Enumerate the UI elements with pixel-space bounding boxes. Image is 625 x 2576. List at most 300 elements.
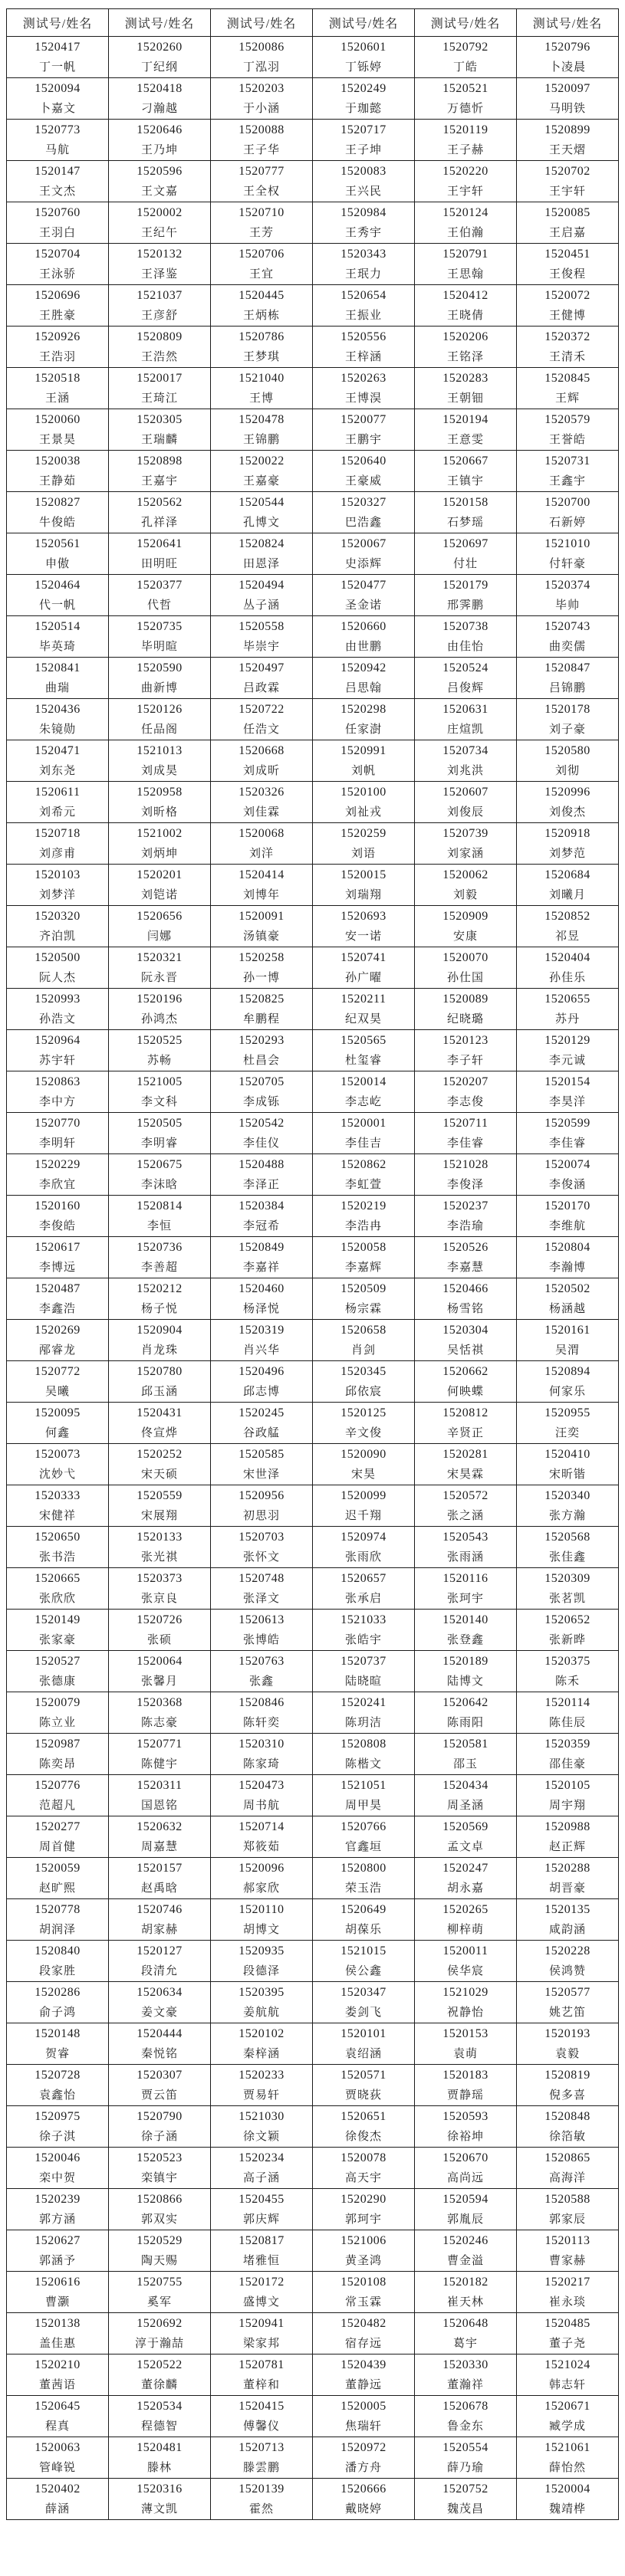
student-name: 王羽白 bbox=[38, 225, 76, 239]
table-row bbox=[7, 202, 619, 244]
roster-cell bbox=[211, 1403, 313, 1444]
student-name: 陈志豪 bbox=[140, 1715, 178, 1729]
test-number: 1520642 bbox=[442, 1696, 488, 1709]
student-name: 程真 bbox=[44, 2419, 70, 2433]
roster-cell bbox=[7, 1361, 109, 1403]
test-number: 1520722 bbox=[238, 703, 285, 716]
table-row bbox=[7, 1278, 619, 1320]
student-name: 张佳鑫 bbox=[548, 1550, 586, 1564]
roster-cell bbox=[517, 575, 619, 616]
roster-cell bbox=[211, 2272, 313, 2313]
test-number: 1520359 bbox=[544, 1738, 590, 1751]
roster-cell bbox=[415, 368, 517, 409]
test-number: 1520955 bbox=[544, 1406, 590, 1419]
roster-cell bbox=[7, 575, 109, 616]
table-row bbox=[7, 1982, 619, 2023]
student-name: 庄煊凯 bbox=[446, 722, 484, 736]
test-number: 1520808 bbox=[340, 1738, 387, 1751]
student-name: 周首健 bbox=[38, 1839, 76, 1853]
student-name: 张博皓 bbox=[242, 1633, 280, 1646]
roster-cell bbox=[313, 2272, 415, 2313]
test-number: 1520022 bbox=[238, 454, 285, 468]
student-name: 淳于瀚喆 bbox=[134, 2336, 184, 2350]
student-name: 秦悦铭 bbox=[140, 2046, 178, 2060]
roster-cell bbox=[517, 492, 619, 533]
roster-cell bbox=[211, 699, 313, 740]
student-name: 滕林 bbox=[146, 2460, 172, 2474]
roster-cell bbox=[415, 161, 517, 202]
student-name: 陈家琦 bbox=[242, 1757, 280, 1770]
student-name: 国恩铭 bbox=[140, 1798, 178, 1812]
table-row bbox=[7, 865, 619, 906]
student-name: 张之涵 bbox=[446, 1508, 484, 1522]
student-name: 由世鹏 bbox=[344, 639, 382, 653]
roster-cell bbox=[313, 865, 415, 906]
roster-cell bbox=[313, 120, 415, 161]
roster-cell bbox=[211, 1113, 313, 1154]
student-name: 郑筱茹 bbox=[242, 1839, 280, 1853]
student-name: 王静茹 bbox=[38, 474, 76, 487]
student-name: 侯鸿赞 bbox=[548, 1964, 586, 1977]
roster-cell bbox=[211, 1278, 313, 1320]
student-name: 苏畅 bbox=[146, 1053, 172, 1067]
student-name: 吕俊辉 bbox=[446, 681, 484, 694]
roster-cell bbox=[109, 1278, 211, 1320]
table-row bbox=[7, 451, 619, 492]
test-number: 1520471 bbox=[35, 744, 81, 757]
roster-cell bbox=[517, 409, 619, 451]
student-name: 孙一博 bbox=[242, 970, 280, 984]
roster-cell bbox=[313, 989, 415, 1030]
test-number: 1520529 bbox=[137, 2234, 183, 2247]
test-number: 1520494 bbox=[238, 579, 285, 592]
table-row bbox=[7, 2065, 619, 2106]
student-name: 肖兴华 bbox=[242, 1343, 280, 1357]
student-name: 梁家邦 bbox=[242, 2336, 280, 2350]
test-number: 1520149 bbox=[35, 1613, 81, 1626]
test-number: 1520086 bbox=[238, 41, 285, 54]
student-name: 王子坤 bbox=[344, 143, 382, 156]
roster-cell bbox=[7, 1527, 109, 1568]
test-number: 1520132 bbox=[137, 248, 183, 261]
test-number: 1520972 bbox=[340, 2441, 387, 2454]
roster-cell bbox=[313, 1941, 415, 1982]
roster-table-header bbox=[7, 9, 619, 37]
test-number: 1521033 bbox=[340, 1613, 387, 1626]
student-name: 杜玺睿 bbox=[344, 1053, 382, 1067]
roster-cell bbox=[517, 533, 619, 575]
test-number: 1520521 bbox=[442, 82, 488, 95]
test-number: 1520862 bbox=[340, 1158, 387, 1171]
test-number: 1520771 bbox=[137, 1738, 183, 1751]
student-name: 郭家辰 bbox=[548, 2212, 586, 2226]
roster-cell bbox=[109, 37, 211, 78]
test-number: 1520796 bbox=[544, 41, 590, 54]
student-name: 丛子涵 bbox=[242, 598, 280, 612]
student-name: 王俊程 bbox=[548, 267, 586, 281]
roster-cell bbox=[517, 1816, 619, 1858]
test-number: 1521061 bbox=[544, 2441, 590, 2454]
test-number: 1520865 bbox=[544, 2151, 590, 2164]
test-number: 1520343 bbox=[340, 248, 387, 261]
student-name: 张家豪 bbox=[38, 1633, 76, 1646]
student-name: 刘俊辰 bbox=[446, 805, 484, 819]
roster-cell bbox=[7, 327, 109, 368]
student-name: 王乃坤 bbox=[140, 143, 178, 156]
test-number: 1520942 bbox=[340, 661, 387, 674]
roster-cell bbox=[415, 2230, 517, 2272]
student-name: 高子涵 bbox=[242, 2171, 280, 2184]
roster-cell bbox=[7, 1610, 109, 1651]
table-row bbox=[7, 823, 619, 865]
student-name: 孙仕国 bbox=[446, 970, 484, 984]
test-number: 1520847 bbox=[544, 661, 590, 674]
student-name: 胡永嘉 bbox=[446, 1881, 484, 1895]
student-name: 张书浩 bbox=[38, 1550, 76, 1564]
student-name: 王琦江 bbox=[140, 391, 178, 405]
test-number: 1520809 bbox=[137, 330, 183, 343]
student-name: 付轩豪 bbox=[548, 556, 586, 570]
student-name: 张茗凯 bbox=[548, 1591, 586, 1605]
test-number: 1520091 bbox=[238, 910, 285, 923]
test-number: 1520714 bbox=[238, 1820, 285, 1833]
test-number: 1520599 bbox=[544, 1117, 590, 1130]
roster-cell bbox=[7, 2106, 109, 2148]
test-number: 1520375 bbox=[544, 1655, 590, 1668]
roster-cell bbox=[415, 1527, 517, 1568]
student-name: 张欣欣 bbox=[38, 1591, 76, 1605]
test-number: 1520229 bbox=[35, 1158, 81, 1171]
student-name: 马航 bbox=[44, 143, 70, 156]
roster-cell bbox=[313, 2023, 415, 2065]
roster-cell bbox=[211, 37, 313, 78]
roster-cell bbox=[313, 2437, 415, 2479]
test-number: 1520247 bbox=[442, 1862, 488, 1875]
test-number: 1520252 bbox=[137, 1448, 183, 1461]
roster-cell bbox=[109, 1651, 211, 1692]
roster-cell bbox=[211, 989, 313, 1030]
table-row bbox=[7, 1030, 619, 1071]
test-number: 1520601 bbox=[340, 41, 387, 54]
test-number: 1520662 bbox=[442, 1365, 488, 1378]
roster-cell bbox=[7, 2023, 109, 2065]
test-number: 1520812 bbox=[442, 1406, 488, 1419]
student-name: 王涵 bbox=[44, 391, 70, 405]
test-number: 1520088 bbox=[238, 123, 285, 136]
student-name: 曲新博 bbox=[140, 681, 178, 694]
student-name: 李佳吉 bbox=[344, 1136, 382, 1150]
student-name: 王嘉豪 bbox=[242, 474, 280, 487]
roster-cell bbox=[415, 1734, 517, 1775]
student-name: 张登鑫 bbox=[446, 1633, 484, 1646]
test-number: 1520734 bbox=[442, 744, 488, 757]
student-name: 宋健祥 bbox=[38, 1508, 76, 1522]
test-number: 1520525 bbox=[137, 1034, 183, 1047]
test-number: 1520848 bbox=[544, 2110, 590, 2123]
roster-cell bbox=[415, 327, 517, 368]
test-number: 1520101 bbox=[340, 2027, 387, 2040]
student-name: 杨宗霖 bbox=[344, 1301, 382, 1315]
test-number: 1520404 bbox=[544, 951, 590, 964]
student-name: 徐文颖 bbox=[242, 2129, 280, 2143]
roster-cell bbox=[313, 1651, 415, 1692]
test-number: 1520410 bbox=[544, 1448, 590, 1461]
roster-cell bbox=[415, 1237, 517, 1278]
student-name: 李明轩 bbox=[38, 1136, 76, 1150]
roster-cell bbox=[313, 2354, 415, 2396]
roster-cell bbox=[7, 1734, 109, 1775]
student-name: 刘曦月 bbox=[548, 888, 586, 901]
roster-cell bbox=[7, 1651, 109, 1692]
test-number: 1520514 bbox=[35, 620, 81, 633]
roster-cell bbox=[313, 1816, 415, 1858]
roster-cell bbox=[313, 616, 415, 658]
column-header: 测试号/姓名 bbox=[517, 9, 619, 37]
table-row bbox=[7, 2230, 619, 2272]
student-name: 张雨涵 bbox=[446, 1550, 484, 1564]
roster-cell bbox=[7, 1154, 109, 1196]
test-number: 1520249 bbox=[340, 82, 387, 95]
test-number: 1520596 bbox=[137, 165, 183, 178]
test-number: 1520123 bbox=[442, 1034, 488, 1047]
roster-cell bbox=[415, 1278, 517, 1320]
test-number: 1520089 bbox=[442, 993, 488, 1006]
roster-cell bbox=[7, 492, 109, 533]
student-name: 王宇轩 bbox=[548, 184, 586, 198]
student-name: 薛乃瑜 bbox=[446, 2460, 484, 2474]
test-number: 1520311 bbox=[137, 1779, 183, 1792]
roster-cell bbox=[7, 1071, 109, 1113]
student-name: 田明旺 bbox=[140, 556, 178, 570]
roster-cell bbox=[313, 1692, 415, 1734]
roster-cell bbox=[517, 2479, 619, 2520]
student-name: 王珉力 bbox=[344, 267, 382, 281]
table-row bbox=[7, 740, 619, 782]
test-number: 1520320 bbox=[35, 910, 81, 923]
test-number: 1520241 bbox=[340, 1696, 387, 1709]
student-name: 祁昱 bbox=[554, 929, 580, 943]
student-name: 范超凡 bbox=[38, 1798, 76, 1812]
test-number: 1520991 bbox=[340, 744, 387, 757]
test-number: 1520632 bbox=[137, 1820, 183, 1833]
test-number: 1520245 bbox=[238, 1406, 285, 1419]
test-number: 1520105 bbox=[544, 1779, 590, 1792]
roster-cell bbox=[211, 327, 313, 368]
test-number: 1520741 bbox=[340, 951, 387, 964]
test-number: 1521051 bbox=[340, 1779, 387, 1792]
roster-cell bbox=[109, 1154, 211, 1196]
student-name: 谷政艋 bbox=[242, 1426, 280, 1439]
roster-cell bbox=[313, 327, 415, 368]
roster-cell bbox=[415, 823, 517, 865]
test-number: 1520011 bbox=[442, 1944, 488, 1957]
roster-cell bbox=[211, 1651, 313, 1692]
roster-cell bbox=[517, 368, 619, 409]
roster-cell bbox=[517, 78, 619, 120]
roster-cell bbox=[415, 616, 517, 658]
test-number: 1520298 bbox=[340, 703, 387, 716]
test-number: 1521028 bbox=[442, 1158, 488, 1171]
student-name: 荣玉浩 bbox=[344, 1881, 382, 1895]
test-number: 1520996 bbox=[544, 786, 590, 799]
column-header: 测试号/姓名 bbox=[109, 9, 211, 37]
roster-cell bbox=[313, 1568, 415, 1610]
student-name: 王启嘉 bbox=[548, 225, 586, 239]
test-number: 1520648 bbox=[442, 2317, 488, 2330]
test-number: 1520455 bbox=[238, 2193, 285, 2206]
student-name: 巴浩鑫 bbox=[344, 515, 382, 529]
test-number: 1520852 bbox=[544, 910, 590, 923]
test-number: 1520210 bbox=[35, 2358, 81, 2371]
test-number: 1520157 bbox=[137, 1862, 183, 1875]
student-name: 王健博 bbox=[548, 308, 586, 322]
test-number: 1520655 bbox=[544, 993, 590, 1006]
test-number: 1520800 bbox=[340, 1862, 387, 1875]
student-name: 万德忻 bbox=[446, 101, 484, 115]
roster-cell bbox=[517, 285, 619, 327]
roster-cell bbox=[109, 658, 211, 699]
roster-cell bbox=[211, 1361, 313, 1403]
roster-cell bbox=[517, 2437, 619, 2479]
student-name: 贾易轩 bbox=[242, 2088, 280, 2102]
roster-cell bbox=[109, 947, 211, 989]
student-name: 汪奕 bbox=[554, 1426, 580, 1439]
table-row bbox=[7, 1444, 619, 1485]
test-number: 1520702 bbox=[544, 165, 590, 178]
roster-cell bbox=[313, 2396, 415, 2437]
student-name: 杨子悦 bbox=[140, 1301, 178, 1315]
student-name: 代哲 bbox=[146, 598, 172, 612]
roster-cell bbox=[517, 1071, 619, 1113]
table-row bbox=[7, 1568, 619, 1610]
student-name: 毕明暄 bbox=[140, 639, 178, 653]
student-name: 贾晓荻 bbox=[344, 2088, 382, 2102]
test-number: 1520616 bbox=[35, 2276, 81, 2289]
student-name: 毕崇宇 bbox=[242, 639, 280, 653]
student-name: 李善超 bbox=[140, 1260, 178, 1274]
column-header: 测试号/姓名 bbox=[313, 9, 415, 37]
table-row bbox=[7, 1196, 619, 1237]
roster-cell bbox=[211, 1734, 313, 1775]
test-number: 1520778 bbox=[35, 1903, 81, 1916]
test-number: 1520384 bbox=[238, 1199, 285, 1213]
roster-cell bbox=[517, 699, 619, 740]
test-number: 1520790 bbox=[137, 2110, 183, 2123]
student-name: 纪双昊 bbox=[344, 1012, 382, 1025]
roster-cell bbox=[415, 1403, 517, 1444]
student-name: 孔祥泽 bbox=[140, 515, 178, 529]
table-row bbox=[7, 1775, 619, 1816]
student-name: 胡博文 bbox=[242, 1922, 280, 1936]
student-name: 安一诺 bbox=[344, 929, 382, 943]
student-name: 刘家涵 bbox=[446, 846, 484, 860]
test-number: 1520260 bbox=[137, 41, 183, 54]
test-number: 1520220 bbox=[442, 165, 488, 178]
test-number: 1520675 bbox=[137, 1158, 183, 1171]
roster-cell bbox=[109, 1858, 211, 1899]
roster-cell bbox=[109, 1361, 211, 1403]
roster-cell bbox=[7, 2230, 109, 2272]
roster-cell bbox=[7, 989, 109, 1030]
student-name: 周宇翔 bbox=[548, 1798, 586, 1812]
roster-cell bbox=[415, 202, 517, 244]
roster-cell bbox=[415, 947, 517, 989]
student-name: 王子赫 bbox=[446, 143, 484, 156]
test-number: 1520526 bbox=[442, 1241, 488, 1254]
student-name: 孟文卓 bbox=[446, 1839, 484, 1853]
student-name: 徐子涵 bbox=[140, 2129, 178, 2143]
roster-cell bbox=[211, 244, 313, 285]
table-row bbox=[7, 1485, 619, 1527]
test-number: 1520183 bbox=[442, 2069, 488, 2082]
table-row bbox=[7, 1361, 619, 1403]
test-number: 1520436 bbox=[35, 703, 81, 716]
student-name: 姜文豪 bbox=[140, 2005, 178, 2019]
roster-cell bbox=[415, 1071, 517, 1113]
student-name: 王景昊 bbox=[38, 432, 76, 446]
test-number: 1520706 bbox=[238, 248, 285, 261]
test-number: 1520395 bbox=[238, 1986, 285, 1999]
student-name: 吴曦 bbox=[44, 1384, 70, 1398]
roster-cell bbox=[313, 2148, 415, 2189]
roster-cell bbox=[415, 906, 517, 947]
test-number: 1520558 bbox=[238, 620, 285, 633]
student-name: 张承启 bbox=[344, 1591, 382, 1605]
roster-cell bbox=[517, 451, 619, 492]
test-number: 1520451 bbox=[544, 248, 590, 261]
roster-cell bbox=[313, 2106, 415, 2148]
test-number: 1520665 bbox=[35, 1572, 81, 1585]
student-name: 辛文俊 bbox=[344, 1426, 382, 1439]
table-row bbox=[7, 2437, 619, 2479]
test-number: 1520374 bbox=[544, 579, 590, 592]
student-name: 何映蝶 bbox=[446, 1384, 484, 1398]
student-name: 栾中贺 bbox=[38, 2171, 76, 2184]
test-number: 1520439 bbox=[340, 2358, 387, 2371]
test-number: 1520133 bbox=[137, 1531, 183, 1544]
student-name: 袁绍涵 bbox=[344, 2046, 382, 2060]
roster-cell bbox=[7, 451, 109, 492]
test-number: 1520305 bbox=[137, 413, 183, 426]
test-number: 1520196 bbox=[137, 993, 183, 1006]
student-name: 祝静怡 bbox=[446, 2005, 484, 2019]
roster-cell bbox=[415, 2479, 517, 2520]
roster-cell bbox=[517, 906, 619, 947]
student-name: 娄剑飞 bbox=[344, 2005, 382, 2019]
student-name: 张珂宇 bbox=[446, 1591, 484, 1605]
roster-cell bbox=[517, 823, 619, 865]
student-name: 李博远 bbox=[38, 1260, 76, 1274]
test-number: 1520752 bbox=[442, 2482, 488, 2496]
student-name: 于小涵 bbox=[242, 101, 280, 115]
student-name: 张方瀚 bbox=[548, 1508, 586, 1522]
roster-cell bbox=[415, 1610, 517, 1651]
table-row bbox=[7, 120, 619, 161]
test-number: 1520728 bbox=[35, 2069, 81, 2082]
student-name: 程德智 bbox=[140, 2419, 178, 2433]
table-row bbox=[7, 2354, 619, 2396]
test-number: 1520263 bbox=[340, 372, 387, 385]
student-name: 于珈懿 bbox=[344, 101, 382, 115]
test-number: 1520178 bbox=[544, 703, 590, 716]
student-name: 邱玉涵 bbox=[140, 1384, 178, 1398]
test-number: 1520746 bbox=[137, 1903, 183, 1916]
student-name: 任品阁 bbox=[140, 722, 178, 736]
test-number: 1520894 bbox=[544, 1365, 590, 1378]
roster-cell bbox=[211, 409, 313, 451]
roster-cell bbox=[109, 2065, 211, 2106]
test-number: 1520763 bbox=[238, 1655, 285, 1668]
